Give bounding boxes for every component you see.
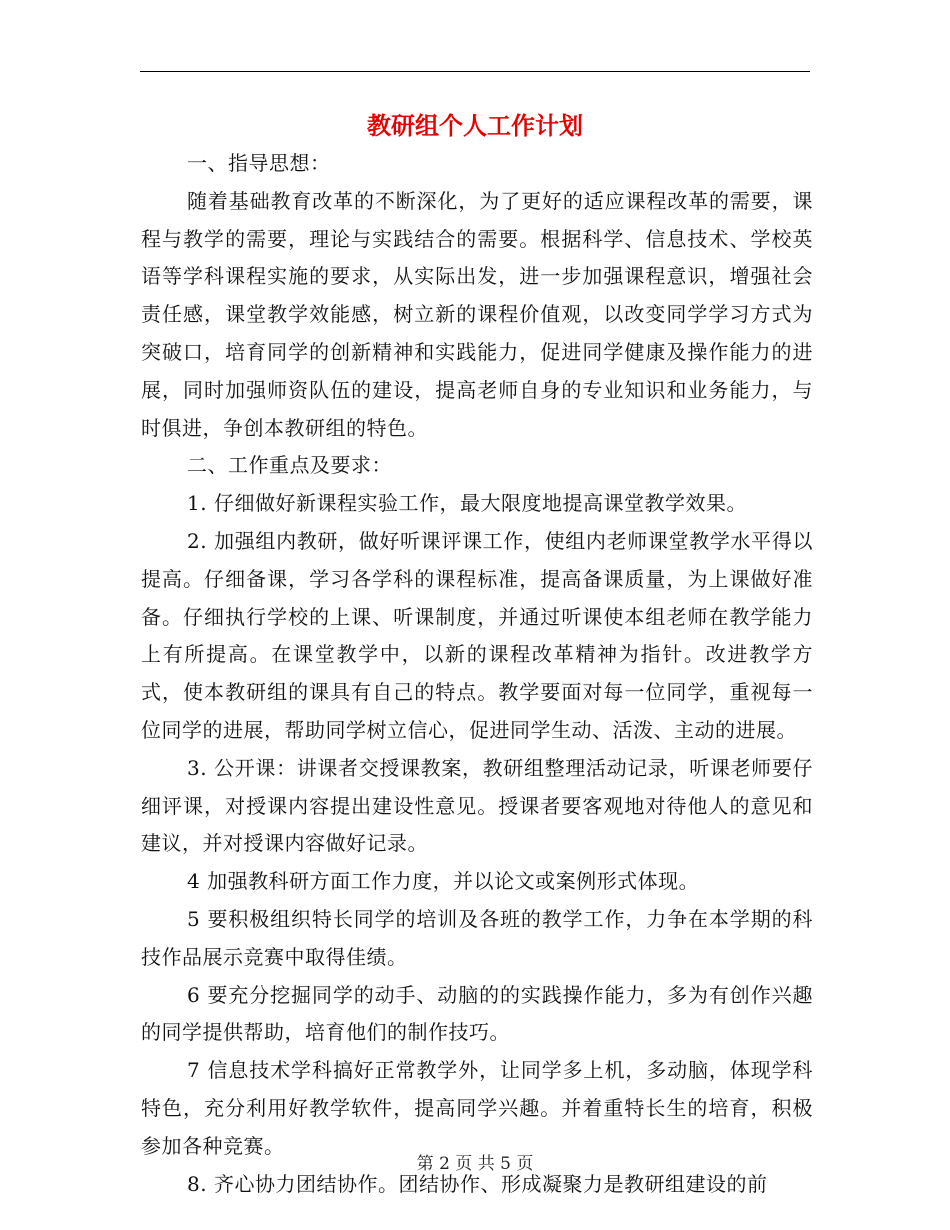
document-title: 教研组个人工作计划 bbox=[367, 112, 583, 140]
list-item-3: 3. 公开课：讲课者交授课教案，教研组整理活动记录，听课老师要仔细评课，对授课内容提出建设性意见。授课者要客观地对待他人的意见和建议，并对授课内容做好记录。 bbox=[141, 755, 813, 856]
list-item-6: 6 要充分挖掘同学的动手、动脑的的实践操作能力，多为有创作兴趣的同学提供帮助，培育他们的制作技巧。 bbox=[141, 982, 813, 1045]
list-item-1: 1. 仔细做好新课程实验工作，最大限度地提高课堂教学效果。 bbox=[187, 491, 747, 516]
section-heading-guiding-thought: 一、指导思想： bbox=[187, 151, 331, 175]
list-item-4: 4 加强教科研方面工作力度，并以论文或案例形式体现。 bbox=[187, 869, 700, 894]
paragraph-guiding-thought: 随着基础教育改革的不断深化，为了更好的适应课程改革的需要，课程与教学的需要，理论与实践结合的需要。根据科学、信息技术、学校英语等学科课程实施的要求，从实际出发，进一步加强课程意识，增强社会责任感，课堂教学效能感，树立新的课程价值观，以改变同学学习方式为突破口，培育同学的创新精神和实践能力，促进同学健康及操作能力的进展，同时加强师资队伍的建设，提高老师自身的专业知识和业务能力，与时俱进，争创本教研组的特色。 bbox=[141, 188, 813, 440]
list-item-5: 5 要积极组织特长同学的培训及各班的教学工作，力争在本学期的科技作品展示竞赛中取得佳绩。 bbox=[141, 906, 813, 969]
list-item-2: 2. 加强组内教研，做好听课评课工作，使组内老师课堂教学水平得以提高。仔细备课，学习各学科的课程标准，提高备课质量，为上课做好准备。仔细执行学校的上课、听课制度，并通过听课使本组老师在教学能力上有所提高。在课堂教学中，以新的课程改革精神为指针。改进教学方式，使本教研组的课具有自己的特点。教学要面对每一位同学，重视每一位同学的进展，帮助同学树立信心，促进同学生动、活泼、主动的进展。 bbox=[141, 528, 813, 742]
list-item-7: 7 信息技术学科搞好正常教学外，让同学多上机，多动脑，体现学科特色，充分利用好教学软件，提高同学兴趣。并着重特长生的培育，积极参加各种竞赛。 bbox=[141, 1058, 813, 1158]
header-rule bbox=[140, 71, 810, 72]
page-number: 第 2 页 共 5 页 bbox=[416, 1154, 534, 1174]
section-heading-work-focus: 二、工作重点及要求： bbox=[187, 453, 392, 478]
list-item-8: 8. 齐心协力团结协作。团结协作、形成凝聚力是教研组建设的前 bbox=[187, 1171, 768, 1196]
document-body bbox=[141, 145, 813, 1203]
